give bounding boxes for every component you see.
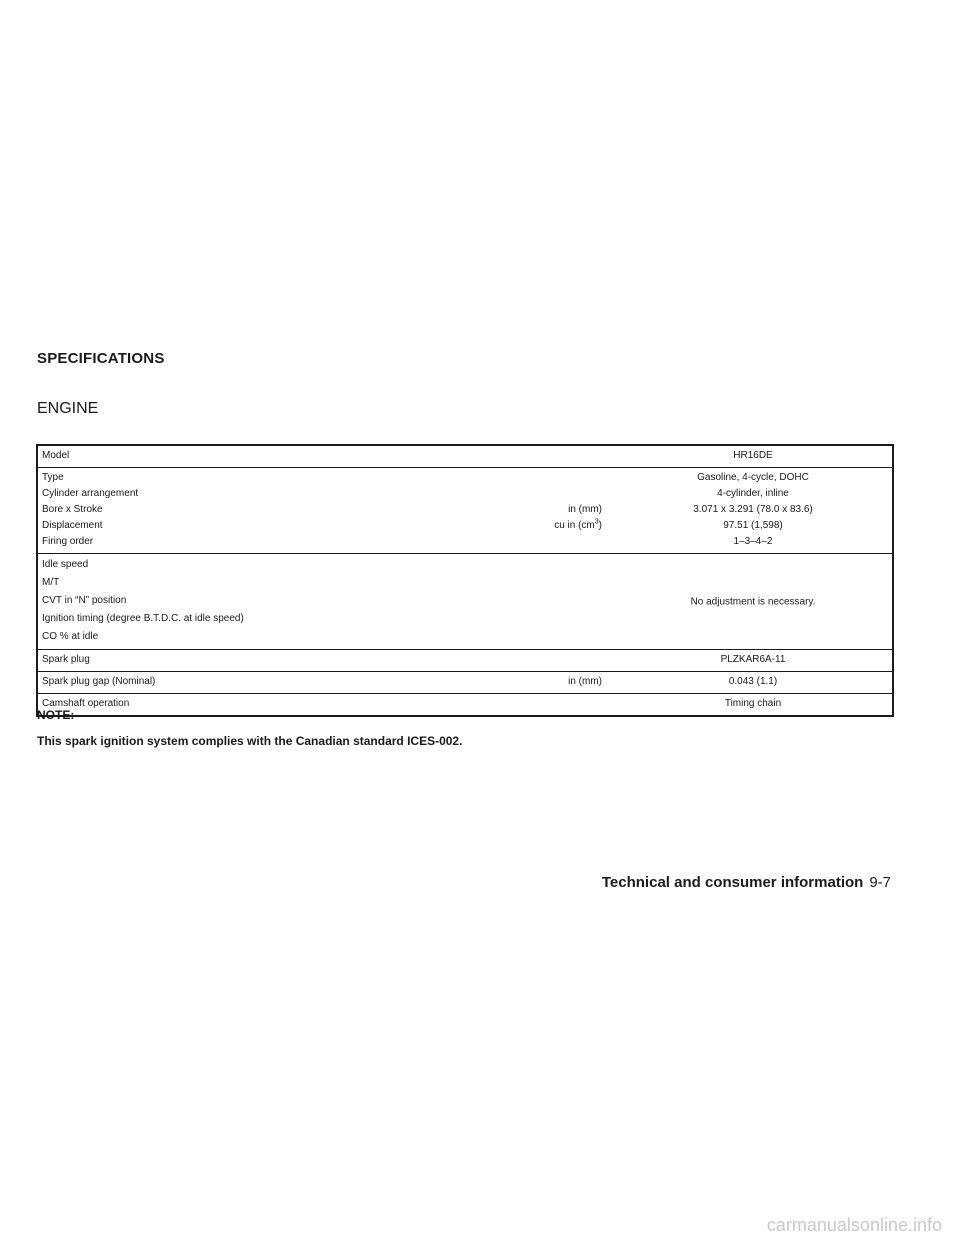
- engine-subtitle: ENGINE: [37, 400, 99, 417]
- table-row: [38, 448, 892, 464]
- spark-plug-value: PLZKAR6A-11: [720, 654, 786, 665]
- displacement-unit-suffix: ): [598, 520, 602, 531]
- table-group-idle: [38, 554, 892, 650]
- table-row: [38, 628, 892, 646]
- idle-adjustment-value: No adjustment is necessary.: [690, 596, 816, 607]
- spark-plug-label: Spark plug: [42, 654, 90, 665]
- table-row: [38, 502, 892, 518]
- type-value: Gasoline, 4-cycle, DOHC: [697, 472, 809, 483]
- bore-label: Bore x Stroke: [42, 504, 103, 515]
- table-group-spark-plug: [38, 650, 892, 672]
- spark-gap-value: 0.043 (1.1): [728, 676, 778, 687]
- table-row: [38, 556, 892, 574]
- displacement-unit-sup: 3: [594, 518, 599, 526]
- type-label: Type: [42, 472, 64, 483]
- camshaft-label: Camshaft operation: [42, 698, 130, 709]
- section-title: SPECIFICATIONS: [37, 350, 165, 367]
- camshaft-value: Timing chain: [724, 698, 782, 709]
- idle-speed-label: Idle speed: [42, 559, 89, 570]
- table-row: [38, 534, 892, 550]
- co-idle-label: CO % at idle: [42, 631, 99, 642]
- watermark: carmanualsonline.info: [766, 1215, 942, 1235]
- table-row: [38, 486, 892, 502]
- page-number: 9-7: [869, 874, 891, 891]
- cylinder-label: Cylinder arrangement: [42, 488, 139, 499]
- firing-label: Firing order: [42, 536, 94, 547]
- page-footer: [602, 874, 891, 891]
- table-row: [38, 652, 892, 668]
- displacement-label: Displacement: [42, 520, 103, 531]
- model-label: Model: [42, 450, 70, 461]
- mt-label: M/T: [42, 577, 60, 588]
- note-heading: NOTE:: [37, 708, 75, 722]
- table-row: [38, 518, 892, 534]
- spark-gap-unit: in (mm): [568, 676, 602, 687]
- engine-spec-table: [36, 444, 894, 717]
- displacement-unit-prefix: cu in (cm: [554, 520, 595, 531]
- displacement-unit: [554, 518, 602, 534]
- table-group-camshaft: [38, 694, 892, 715]
- note-text: This spark ignition system complies with the Canadian standard ICES-002.: [37, 734, 463, 748]
- table-row: [38, 696, 892, 712]
- table-row: [38, 674, 892, 690]
- table-row: [38, 574, 892, 592]
- table-group-spark-gap: [38, 672, 892, 694]
- table-row: [38, 470, 892, 486]
- model-value: HR16DE: [733, 450, 773, 461]
- table-group-model: [38, 446, 892, 468]
- cylinder-value: 4-cylinder, inline: [717, 488, 789, 499]
- firing-value: 1–3–4–2: [733, 536, 773, 547]
- table-group-engine-basics: [38, 468, 892, 554]
- bore-unit: in (mm): [568, 504, 602, 515]
- ignition-timing-label: Ignition timing (degree B.T.D.C. at idle speed): [42, 613, 244, 624]
- cvt-label: CVT in “N” position: [42, 595, 127, 606]
- displacement-value: 97.51 (1,598): [723, 520, 783, 531]
- bore-value: 3.071 x 3.291 (78.0 x 83.6): [693, 504, 813, 515]
- footer-title: Technical and consumer information: [601, 874, 864, 891]
- spark-gap-label: Spark plug gap (Nominal): [42, 676, 156, 687]
- table-row: [38, 610, 892, 628]
